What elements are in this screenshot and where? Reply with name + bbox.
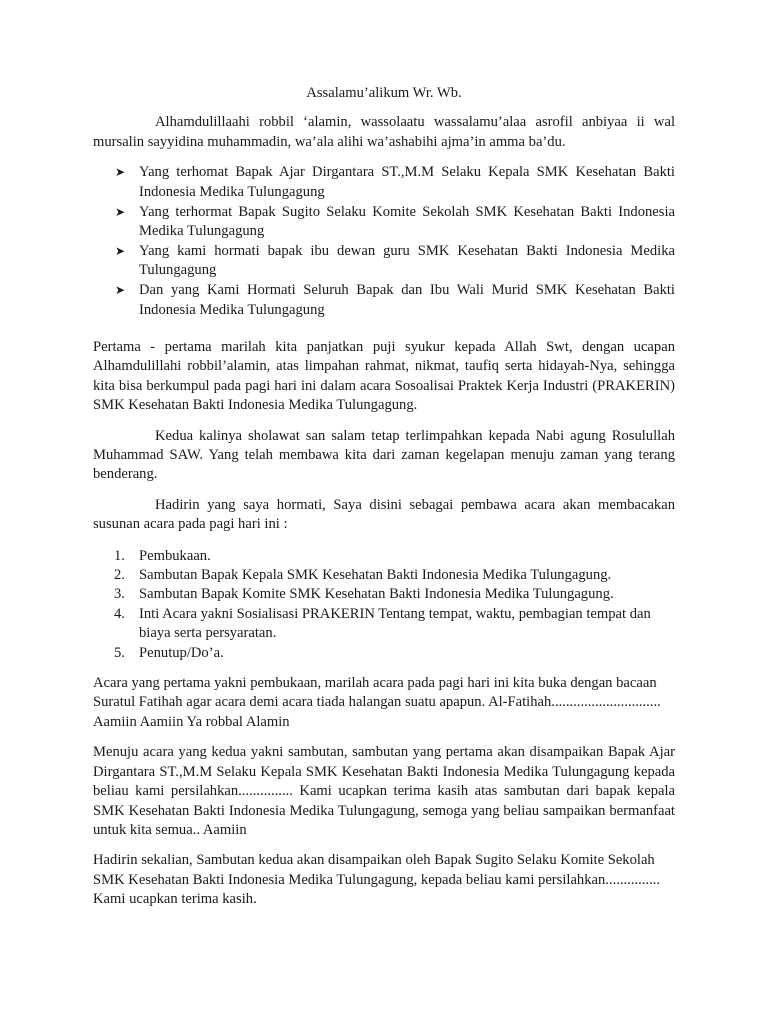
honorific-text: Dan yang Kami Hormati Seluruh Bapak dan Ibu Wali Murid SMK Kesehatan Bakti Indonesia Medika Tulungagung [139,282,675,318]
arrow-bullet-icon: ➤ [115,204,126,219]
agenda-text: Penutup/Do’a. [139,644,224,661]
agenda-text: Pembukaan. [139,547,211,564]
agenda-number: 2. [114,567,125,584]
opening-paragraph: Alhamdulillaahi robbil ‘alamin, wassolaatu wassalamu’alaa asrofil anbiyaa ii wal mursalin sayyidina muhammadin, wa’ala alihi wa’ashabihi ajma’in amma ba’du. [93,114,675,150]
list-item [93,242,675,281]
paragraph-kedua: Kedua kalinya sholawat san salam tetap terlimpahkan kepada Nabi agung Rosulullah Muhammad SAW. Yang telah membawa kita dari zaman kegelapan menuju zaman yang terang benderang. [93,427,675,483]
honorific-text: Yang terhormat Bapak Sugito Selaku Komite Sekolah SMK Kesehatan Bakti Indonesia Medika Tulungagung [139,203,675,239]
document-page [93,84,675,910]
paragraph-acara: Acara yang pertama yakni pembukaan, marilah acara pada pagi hari ini kita buka dengan bacaan Suratul Fatihah agar acara demi acara tiada halangan suatu apapun. Al-Fatihah.............................. [93,675,661,711]
agenda-number: 4. [114,605,125,622]
paragraph-aamiin: Aamiin Aamiin Ya robbal Alamin [93,713,290,730]
agenda-list [93,547,675,663]
arrow-bullet-icon: ➤ [115,283,126,298]
agenda-text: Sambutan Bapak Kepala SMK Kesehatan Bakti Indonesia Medika Tulungagung. [139,567,612,584]
honorifics-list [93,163,675,320]
paragraph-sekalian: Hadirin sekalian, Sambutan kedua akan disampaikan oleh Bapak Sugito Selaku Komite Sekolah SMK Kesehatan Bakti Indonesia Medika Tulungagung, kepada beliau kami persilahkan............... Kami ucapkan terima kasih. [93,852,661,908]
agenda-text: Inti Acara yakni Sosialisasi PRAKERIN Tentang tempat, waktu, pembagian tempat dan biaya serta persyaratan. [139,605,651,642]
list-item [93,203,675,242]
arrow-bullet-icon: ➤ [115,243,126,258]
honorific-text: Yang kami hormati bapak ibu dewan guru SMK Kesehatan Bakti Indonesia Medika Tulungagung [139,242,675,279]
arrow-bullet-icon: ➤ [115,165,126,180]
list-item [93,281,675,320]
agenda-text: Sambutan Bapak Komite SMK Kesehatan Bakti Indonesia Medika Tulungagung. [139,586,614,603]
agenda-number: 1. [114,547,125,564]
list-item [93,547,675,566]
honorific-text: Yang terhomat Bapak Ajar Dirgantara ST.,M.M Selaku Kepala SMK Kesehatan Bakti Indonesia Medika Tulungagung [139,164,675,200]
paragraph-pertama: Pertama - pertama marilah kita panjatkan puji syukur kepada Allah Swt, dengan ucapan Alhamdulillahi robbil’alamin, atas limpahan rahmat, nikmat, taufiq serta hidayah-Nya, sehingga kita bisa berkumpul pada pagi hari ini dalam acara Sosoalisai Praktek Kerja Industri (PRAKERIN) SMK Kesehatan Bakti Indonesia Medika Tulungagung. [93,338,675,414]
greeting: Assalamu’alikum Wr. Wb. [306,85,462,101]
list-item [93,163,675,202]
paragraph-hadirin: Hadirin yang saya hormati, Saya disini sebagai pembawa acara akan membacakan susunan acara pada pagi hari ini : [93,496,675,533]
list-item [93,566,675,585]
agenda-number: 5. [114,644,125,661]
agenda-number: 3. [114,586,125,603]
list-item [93,644,675,663]
list-item [93,605,675,644]
paragraph-menuju: Menuju acara yang kedua yakni sambutan, sambutan yang pertama akan disampaikan Bapak Ajar Dirgantara ST.,M.M Selaku Kepala SMK Kesehatan Bakti Indonesia Medika Tulungagung kepada beliau kami persilahkan............... Kami ucapkan terima kasih atas sambutan dari bapak kepala SMK Kesehatan Bakti Indonesia Medika Tulungagung, semoga yang beliau sampaikan bermanfaat untuk kita semua.. Aamiin [93,744,675,838]
list-item [93,585,675,604]
